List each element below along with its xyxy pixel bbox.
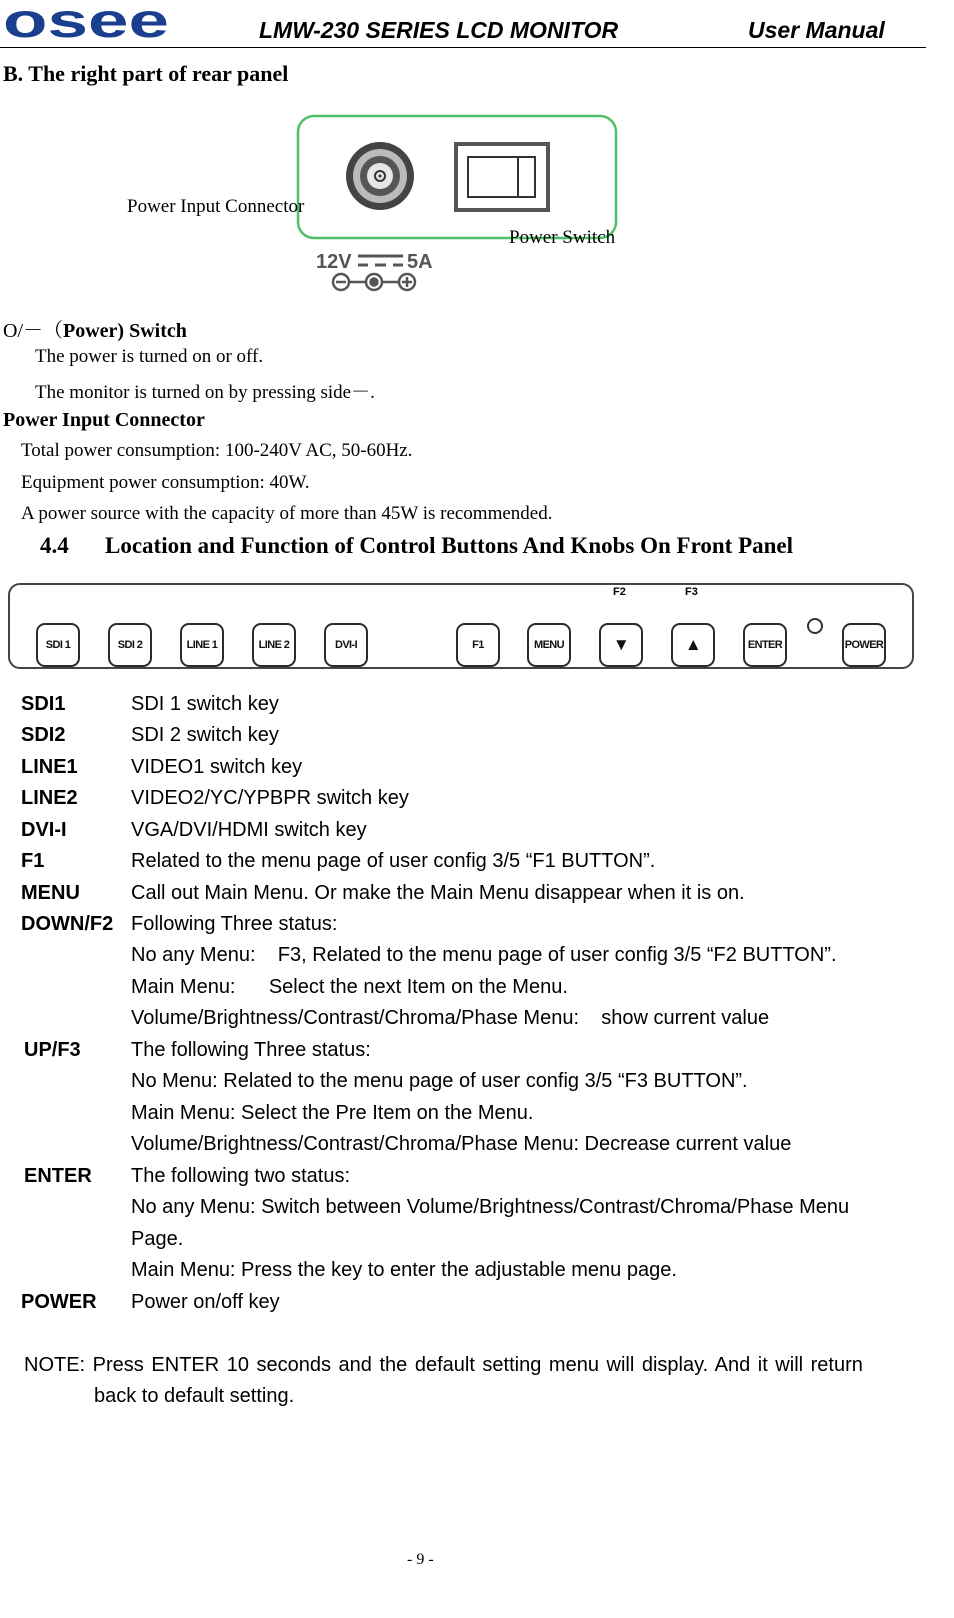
key-dvi: DVI-I bbox=[21, 819, 67, 841]
section-number: 4.4 bbox=[40, 533, 69, 558]
power-input-line-1: Total power consumption: 100-240V AC, 50-60Hz. bbox=[21, 440, 413, 461]
button-enter[interactable]: ENTER bbox=[743, 623, 787, 667]
key-dvi-desc: VGA/DVI/HDMI switch key bbox=[131, 819, 367, 841]
key-enter-desc-4: Main Menu: Press the key to enter the adjustable menu page. bbox=[131, 1259, 677, 1281]
button-line1[interactable]: LINE 1 bbox=[180, 623, 224, 667]
power-input-connector-graphic bbox=[346, 142, 414, 210]
key-enter-desc-2: No any Menu: Switch between Volume/Brightness/Contrast/Chroma/Phase Menu bbox=[131, 1196, 850, 1218]
power-input-line-2: Equipment power consumption: 40W. bbox=[21, 472, 310, 493]
key-sdi1-desc: SDI 1 switch key bbox=[131, 693, 279, 715]
key-f1: F1 bbox=[21, 850, 45, 872]
button-menu[interactable]: MENU bbox=[527, 623, 571, 667]
key-power: POWER bbox=[21, 1291, 97, 1313]
button-sdi1[interactable]: SDI 1 bbox=[36, 623, 80, 667]
page-number: - 9 - bbox=[407, 1551, 434, 1568]
power-switch-line-2: The monitor is turned on by pressing side－. bbox=[35, 382, 375, 403]
power-switch-label: Power Switch bbox=[509, 227, 616, 248]
power-switch-line-1: The power is turned on or off. bbox=[35, 346, 264, 367]
button-dvi[interactable]: DVI-I bbox=[324, 623, 368, 667]
key-down-f2-desc-2: No any Menu: F3, Related to the menu page of user config 3/5 “F2 BUTTON”. bbox=[131, 944, 837, 966]
key-line1-desc: VIDEO1 switch key bbox=[131, 756, 303, 778]
key-line2: LINE2 bbox=[21, 787, 78, 809]
key-down-f2-desc-1: Following Three status: bbox=[131, 913, 338, 935]
key-line1: LINE1 bbox=[21, 756, 78, 778]
key-enter: ENTER bbox=[24, 1165, 92, 1187]
button-power[interactable]: POWER bbox=[842, 623, 886, 667]
key-menu-desc: Call out Main Menu. Or make the Main Menu disappear when it is on. bbox=[131, 882, 745, 904]
key-down-f2: DOWN/F2 bbox=[21, 913, 114, 935]
document-title: LMW-230 SERIES LCD MONITOR bbox=[259, 17, 619, 43]
power-switch-heading bbox=[3, 314, 187, 343]
section-title: Location and Function of Control Buttons And Knobs On Front Panel bbox=[105, 533, 794, 558]
button-up-f3[interactable]: ▲ bbox=[671, 623, 715, 667]
key-enter-desc-3: Page. bbox=[131, 1228, 184, 1250]
power-input-connector-label: Power Input Connector bbox=[127, 196, 305, 217]
key-sdi2: SDI2 bbox=[21, 724, 66, 746]
key-up-f3-desc-3: Main Menu: Select the Pre Item on the Menu. bbox=[131, 1102, 534, 1124]
dc-symbol bbox=[358, 256, 403, 265]
key-menu: MENU bbox=[21, 882, 80, 904]
key-up-f3: UP/F3 bbox=[24, 1039, 81, 1061]
logo-text: osee bbox=[3, 2, 169, 42]
header-rule bbox=[0, 47, 926, 48]
key-f1-desc: Related to the menu page of user config 3/5 “F1 BUTTON”. bbox=[131, 850, 656, 872]
key-up-f3-desc-2: No Menu: Related to the menu page of user config 3/5 “F3 BUTTON”. bbox=[131, 1070, 748, 1092]
rear-panel-diagram bbox=[290, 110, 630, 300]
key-up-f3-desc-4: Volume/Brightness/Contrast/Chroma/Phase Menu: Decrease current value bbox=[131, 1133, 792, 1155]
power-input-heading: Power Input Connector bbox=[3, 409, 205, 431]
power-symbol: O/－（ bbox=[3, 320, 63, 342]
button-f1[interactable]: F1 bbox=[456, 623, 500, 667]
key-power-desc: Power on/off key bbox=[131, 1291, 280, 1313]
button-down-f2[interactable]: ▼ bbox=[599, 623, 643, 667]
key-sdi1: SDI1 bbox=[21, 693, 66, 715]
manual-label: User Manual bbox=[748, 17, 885, 43]
note-line-1: NOTE: Press ENTER 10 seconds and the default setting menu will display. And it will return bbox=[24, 1354, 863, 1376]
rating-volts: 12V bbox=[316, 251, 352, 273]
label-f3: F3 bbox=[685, 586, 698, 598]
key-enter-desc-1: The following two status: bbox=[131, 1165, 350, 1187]
button-sdi2[interactable]: SDI 2 bbox=[108, 623, 152, 667]
osee-logo bbox=[3, 2, 171, 42]
rating-amps: 5A bbox=[407, 251, 433, 273]
power-indicator-led bbox=[807, 618, 823, 634]
key-sdi2-desc: SDI 2 switch key bbox=[131, 724, 279, 746]
power-switch-heading-text: Power) Switch bbox=[63, 320, 187, 342]
key-down-f2-desc-3: Main Menu: Select the next Item on the Menu. bbox=[131, 976, 568, 998]
power-switch-graphic bbox=[456, 144, 548, 210]
rear-panel-heading: B. The right part of rear panel bbox=[3, 61, 289, 86]
note-line-2: back to default setting. bbox=[94, 1385, 295, 1407]
key-up-f3-desc-1: The following Three status: bbox=[131, 1039, 371, 1061]
button-line2[interactable]: LINE 2 bbox=[252, 623, 296, 667]
polarity-symbol bbox=[333, 274, 415, 290]
label-f2: F2 bbox=[613, 586, 626, 598]
key-line2-desc: VIDEO2/YC/YPBPR switch key bbox=[131, 787, 409, 809]
key-down-f2-desc-4: Volume/Brightness/Contrast/Chroma/Phase Menu: show current value bbox=[131, 1007, 770, 1029]
power-input-line-3: A power source with the capacity of more than 45W is recommended. bbox=[21, 503, 553, 524]
